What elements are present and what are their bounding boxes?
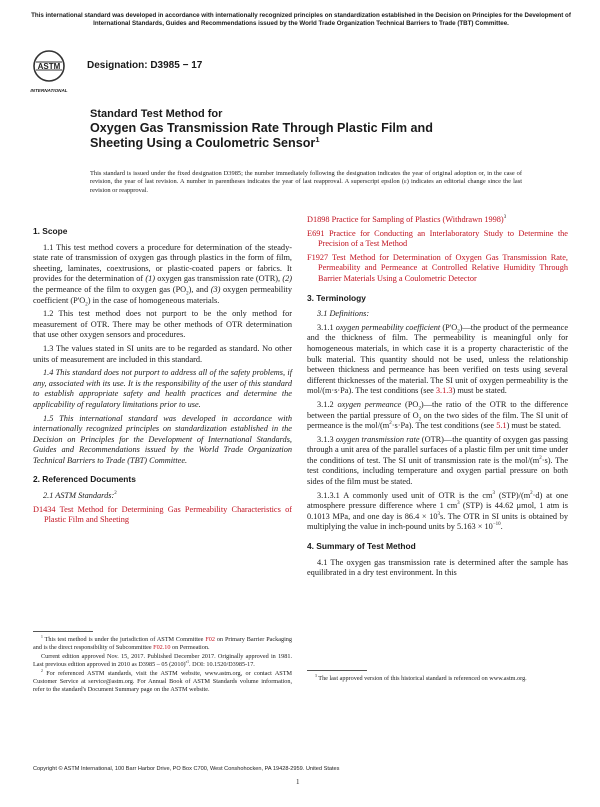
reference-d1898: D1898 Practice for Sampling of Plastics (Withdrawn 1998)$^3$: [307, 215, 507, 224]
section-heading-terminology: 3. Terminology: [307, 292, 366, 303]
section-heading-scope: 1. Scope: [33, 226, 68, 236]
issuance-note: This standard is issued under the fixed designation D3985; the number immediately following the designation indicates the year of original adoption or, in the case of revision, the year of last revision. A number in parentheses indicates the year of last reapproval. A superscript epsilon (ε) indicates an editorial change since the last revision or reapproval.: [90, 170, 522, 194]
section-heading-referenced: 2. Referenced Documents: [33, 474, 136, 485]
link-f02[interactable]: F02: [205, 636, 215, 643]
designation: Designation: D3985 − 17: [87, 60, 203, 71]
footnote-rule: [33, 631, 93, 632]
paragraph-3-1-3: 3.1.3 oxygen transmission rate (OTR)—the quantity of oxygen gas passing through a unit area of the parallel surfaces of a plastic film per unit time under the conditions of test. The SI unit of transmission rate is the mol/$(m^2\cdot s)$. The test conditions, including temperature and oxygen partial pressure on both sides of the film must be stated.: [307, 434, 568, 487]
paragraph-1-4: 1.4 This standard does not purport to address all of the safety problems, if any, associated with its use. It is the responsibility of the user of this standard to establish appropriate safety and health practices and determine the applicability of regulatory limitations prior to use.: [33, 368, 292, 409]
paragraph-1-3: 1.3 The values stated in SI units are to be regarded as standard. No other units of measurement are included in this standard.: [33, 343, 292, 364]
link-5-1[interactable]: 5.1: [496, 421, 507, 431]
reference-f1927: [307, 253, 568, 285]
logo-text: INTERNATIONAL: [30, 88, 68, 93]
paragraph-3-1-3-1: 3.1.3.1 A commonly used unit of OTR is the $cm^3$ $(STP)/(m^2\cdot d)$ at one atmosphere pressure difference where 1 $cm^3$ (STP) is 44.62 μmol, 1 atm is 0.1013 MPa, and one day is $86.4 \times 10^3s$. The OTR in SI units is obtained by multiplying the value in inch-pound units by $5.163 \times 10^{-10}$.: [307, 490, 569, 532]
section-heading-summary: 4. Summary of Test Method: [307, 541, 416, 552]
footnotes-left: [33, 631, 292, 695]
page-number: 1: [296, 778, 300, 786]
link-e691[interactable]: E691 Practice for Conducting an Interlaboratory Study to Determine the Precision of a Test Method: [307, 228, 568, 249]
left-column: [33, 218, 292, 529]
link-3-1-3[interactable]: 3.1.3: [435, 386, 453, 396]
paragraph-3-1-2: 3.1.2 oxygen permeance $(PO_2)—the$ ratio of the OTR to the difference between the partial pressure of $O_2$ on the two sides of the film. The SI unit of permeance is the mol/$(m^2\cdot s\cdot Pa)$. The test conditions (see 5.1) must be stated.: [307, 399, 569, 431]
footnote-1-edition: Current edition approved Nov. 15, 2017. Published December 2017. Originally approved in 1981. Last previous edition approved in 2010 as D3985 – 05 $(2010)^{\varepsilon 1}$. DOI: 10.1520/D3985-17.: [33, 653, 292, 668]
footnotes-right: [307, 670, 568, 683]
title-line-3: Sheeting Using a Coulometric Sensor$^1$: [90, 134, 320, 150]
svg-text:ASTM: ASTM: [37, 62, 61, 71]
title-line-1: Standard Test Method for: [90, 108, 223, 120]
footnote-3: $^3$ The last approved version of this historical standard is referenced on www.astm.org.: [315, 673, 527, 682]
link-d1434[interactable]: D1434 Test Method for Determining Gas Permeability Characteristics of Plastic Film and Sheeting: [33, 504, 292, 525]
paragraph-3-1: 3.1 Definitions:: [317, 309, 370, 319]
link-d1898[interactable]: D1898 Practice for Sampling of Plastics (Withdrawn 1998): [307, 215, 504, 224]
footnote-rule-right: [307, 670, 367, 671]
reference-d1434: [33, 505, 292, 526]
link-f1927[interactable]: F1927 Test Method for Determination of Oxygen Gas Transmission Rate, Permeability and Permeance at Controlled Relative Humidity Through Barrier Materials Using a Coulometric Detector: [307, 252, 568, 283]
paragraph-3-1-1: 3.1.1 oxygen permeability coefficient $(P'O_2)—the$ product of the permeance and the thickness of film. The permeability is meaningful only for homogeneous materials, in which case it is a property characteristic of the bulk material. This quantity should not be used, unless the relationship between thickness and permeance has been verified on tests using several different thicknesses of the material. The SI unit of oxygen permeability is the mol/(m·s·Pa). The test conditions (see 3.1.3) must be stated.: [307, 322, 568, 396]
copyright-line: Copyright © ASTM International, 100 Barr Harbor Drive, PO Box C700, West Conshohocken, PA 19428-2959. United States: [33, 766, 340, 772]
paragraph-1-5: 1.5 This international standard was developed in accordance with internationally recognized principles on standardization established in the Decision on Principles for the Development of International Standards, Guides and Recommendations issued by the World Trade Organization Technical Barriers to Trade (TBT) Committee.: [33, 413, 292, 465]
paragraph-2-1: 2.1 ASTM Standards:$^2$: [43, 491, 117, 501]
footnote-2: $^2$ For referenced ASTM standards, visit the ASTM website, www.astm.org, or contact ASTM Customer Service at service@astm.org. For Annual Book of ASTM Standards volume information, refer to the standard's Document Summary page on the ASTM website.: [33, 668, 293, 693]
link-f02-10[interactable]: F02.10: [153, 644, 171, 651]
standards-notice: This international standard was developed in accordance with internationally recognized principles on standardization established in the Decision on Principles for the Development of International Standards, Guides and Recommendations issued by the World Trade Organization Technical Barriers to Trade (TBT) Committee.: [31, 12, 571, 27]
paragraph-1-1: 1.1 This test method covers a procedure for determination of the steady-state rate of transmission of oxygen gas through plastics in the form of film, sheeting, laminates, coextrusions, or plastic-coated papers or fabrics. It provides for the determination of (1) oxygen gas transmission rate (OTR), (2) the permeance of the film to oxygen gas $(PO_2)$, and (3) oxygen permeability coefficient $(P'O_2)$ in the case of homogeneous materials.: [33, 242, 292, 308]
astm-logo: [30, 48, 68, 96]
paragraph-4-1: 4.1 The oxygen gas transmission rate is determined after the sample has equilibrated in a dry test environment. In this: [307, 557, 568, 578]
reference-e691: [307, 229, 568, 250]
right-column: [307, 215, 568, 582]
title-line-2: Oxygen Gas Transmission Rate Through Plastic Film and: [90, 121, 433, 135]
paragraph-1-2: 1.2 This test method does not purport to be the only method for measurement of OTR. There may be other methods of OTR determination that use other oxygen sensors and procedures.: [33, 309, 292, 340]
footnote-1: $^1$ This test method is under the jurisdiction of ASTM Committee F02 on Primary Barrier Packaging and is the direct responsibility of Subcommittee F02.10 on Permeation.: [33, 634, 292, 651]
document-title: [90, 108, 530, 151]
